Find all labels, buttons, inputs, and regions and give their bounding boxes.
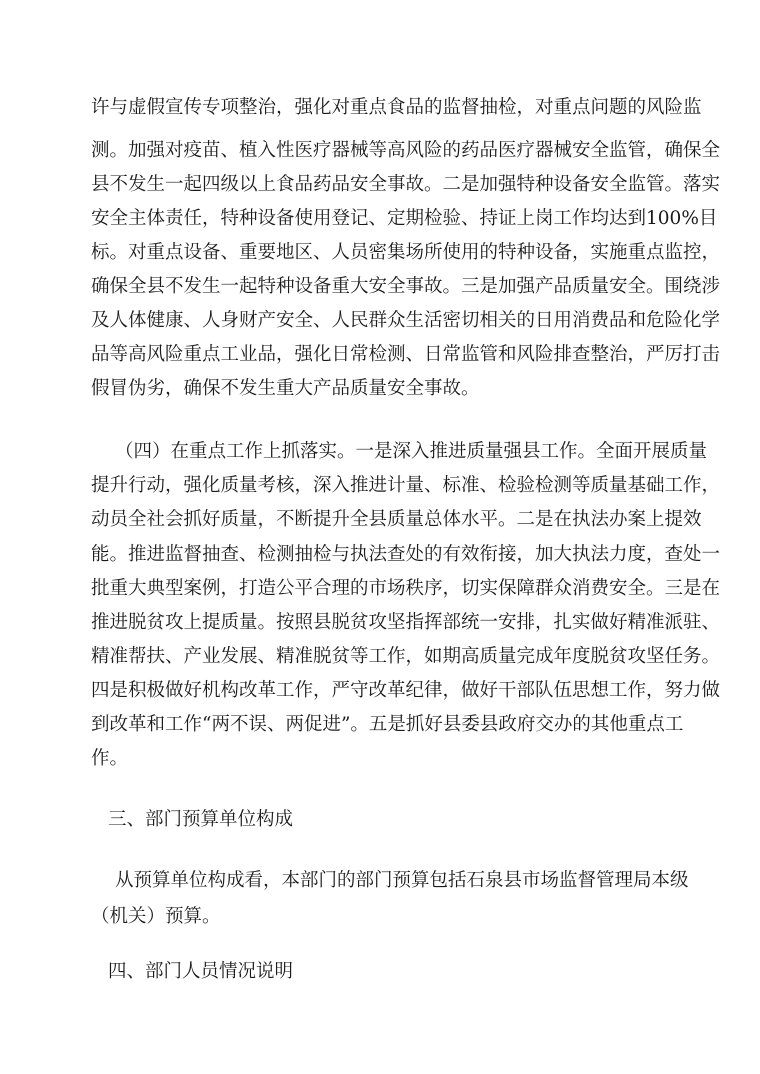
text-line: （机关）预算。 [91,906,221,927]
text-line: 动员全社会抓好质量，不断提升全县质量总体水平。二是在执法办案上提效 [91,509,702,530]
text-line: 县不发生一起四级以上食品药品安全事故。二是加强特种设备安全监管。落实 [91,174,721,195]
text-line: 批重大典型案例，打造公平合理的市场秩序，切实保障群众消费安全。三是在 [91,578,721,599]
text-line: 精准帮扶、产业发展、精准脱贫等工作，如期高质量完成年度脱贫攻坚任务。 [91,646,721,667]
text-line: （四）在重点工作上抓落实。一是深入推进质量强县工作。全面开展质量 [115,441,708,462]
text-line: 安全主体责任，特种设备使用登记、定期检验、持证上岗工作均达到100%目 [91,208,718,229]
text-line: 确保全县不发生一起特种设备重大安全事故。三是加强产品质量安全。围绕涉 [91,276,721,297]
text-line: 四是积极做好机构改革工作，严守改革纪律，做好干部队伍思想工作，努力做 [91,680,721,701]
text-line: 到改革和工作“两不误、两促进”。五是抓好县委县政府交办的其他重点工 [91,714,684,735]
text-line: 推进脱贫攻上提质量。按照县脱贫攻坚指挥部统一安排，扎实做好精准派驻、 [91,612,721,633]
text-line: 及人体健康、人身财产安全、人民群众生活密切相关的日用消费品和危险化学 [91,310,721,331]
text-line: 作。 [91,748,129,769]
text-line: 提升行动，强化质量考核，深入推进计量、标准、检验检测等质量基础工作， [91,475,721,496]
text-line: 标。对重点设备、重要地区、人员密集场所使用的特种设备，实施重点监控， [91,242,721,263]
text-line: 品等高风险重点工业品，强化日常检测、日常监管和风险排查整治，严厉打击 [91,344,721,365]
text-line: 从预算单位构成看，本部门的部门预算包括石泉县市场监督管理局本级 [115,870,689,891]
section-heading-3: 三、部门预算单位构成 [108,809,294,830]
text-line: 能。推进监督抽查、检测抽检与执法查处的有效衔接，加大执法力度，查处一 [91,544,721,565]
text-line: 许与虚假宣传专项整治，强化对重点食品的监督抽检，对重点问题的风险监 [91,97,702,118]
text-line: 假冒伪劣，确保不发生重大产品质量安全事故。 [91,378,480,399]
text-line: 测。加强对疫苗、植入性医疗器械等高风险的药品医疗器械安全监管，确保全 [91,140,721,161]
section-heading-4: 四、部门人员情况说明 [108,961,294,982]
